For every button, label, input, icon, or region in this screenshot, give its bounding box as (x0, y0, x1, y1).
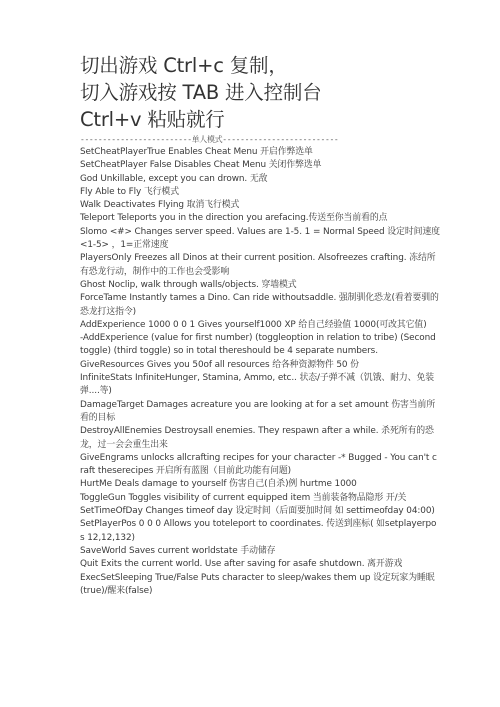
title-line-3: Ctrl+v 粘贴就行 (80, 108, 225, 131)
cmd-toggle-gun: ToggleGun Toggles visibility of current equipped item 当前装备物品隐形 开/关 (80, 492, 407, 503)
cmd-fly: Fly Able to Fly 飞行模式 (80, 186, 179, 197)
cmd-exec-set-sleeping: ExecSetSleeping True/False Puts character to sleep/wakes them up 设定玩家为睡眠(true)/醒来(false) (80, 572, 435, 596)
cmd-save-world: SaveWorld Saves current worldstate 手动储存 (80, 545, 276, 556)
cmd-add-experience: AddExperience 1000 0 0 1 Gives yourself1000 XP 给自己经验值 1000(可改其它值) (80, 319, 427, 330)
cmd-give-engrams: GiveEngrams unlocks allcrafting recipes for your character -* Bugged - You can't craft theserecipes 开启所有蓝图（目前此功能有问题) (80, 452, 437, 477)
cmd-players-only: PlayersOnly Freezes all Dinos at their current position. Alsofreezes crafting. 冻结所有恐龙行动，制作中的工作也会受影响 (80, 253, 436, 277)
cmd-walk: Walk Deactivates Flying 取消飞行模式 (80, 200, 240, 211)
cmd-damage-target: DamageTarget Damages acreature you are looking at for a set amount 伤害当前所看的目标 (80, 399, 436, 423)
cmd-ghost: Ghost Noclip, walk through walls/objects. 穿墙模式 (80, 279, 297, 290)
cmd-quit: Quit Exits the current world. Use after saving for asafe shutdown. 离开游戏 (80, 559, 403, 570)
cmd-give-resources: GiveResources Gives you 50of all resources 给各种资源物件 50 份 (80, 359, 359, 370)
cmd-slomo: Slomo <#> Changes server speed. Values are 1-5. 1 = Normal Speed 设定时间速度 <1-5> ，1=正常速度 (80, 226, 440, 251)
cmd-set-time-of-day: SetTimeOfDay Changes timeof day 设定时间（后面要加时间 如 settimeofday 04:00) (80, 506, 435, 517)
cmd-set-player-pos: SetPlayerPos 0 0 0 Allows you toteleport to coordinates. 传送到座标( 如setplayerpos 12,12,132) (80, 519, 437, 543)
cmd-god: God Unkillable, except you can drown. 无敌 (80, 173, 268, 184)
title-line-2: 切入游戏按 TAB 进入控制台 (80, 81, 322, 104)
cmd-set-cheat-player-false: SetCheatPlayer False Disables Cheat Menu 关闭作弊选单 (80, 160, 322, 171)
cmd-infinite-stats: InfiniteStats InfiniteHunger, Stamina, Ammo, etc.. 状态/子弹不减（饥饿、耐力、免装弹....等) (80, 373, 435, 397)
title-line-1: 切出游戏 Ctrl+c 复制， (80, 54, 288, 77)
cmd-add-experience-note: -AddExperience (value for first number) (toggleoption in relation to tribe) (Second toggle) (third toggle) so in total thereshould be 4 separate numbers. (80, 333, 436, 357)
cmd-teleport: Teleport Teleports you in the direction you arefacing.传送至你当前看的点 (80, 213, 388, 224)
document-page (80, 52, 440, 598)
cmd-set-cheat-player-true: SetCheatPlayerTrue Enables Cheat Menu 开启作弊选单 (80, 147, 313, 157)
single-player-mode-separator: -------------------------单人模式-------------------------- (80, 135, 339, 144)
cmd-destroy-all-enemies: DestroyAllEnemies Destroysall enemies. They respawn after a while. 杀死所有的恐龙，过一会会重生出来 (80, 426, 434, 450)
cmd-hurt-me: HurtMe Deals damage to yourself 伤害自己(自杀)例 hurtme 1000 (80, 479, 357, 490)
cmd-force-tame: ForceTame Instantly tames a Dino. Can ride withoutsaddle. 强制驯化恐龙(看着要驯的恐龙打这指令) (80, 293, 439, 317)
